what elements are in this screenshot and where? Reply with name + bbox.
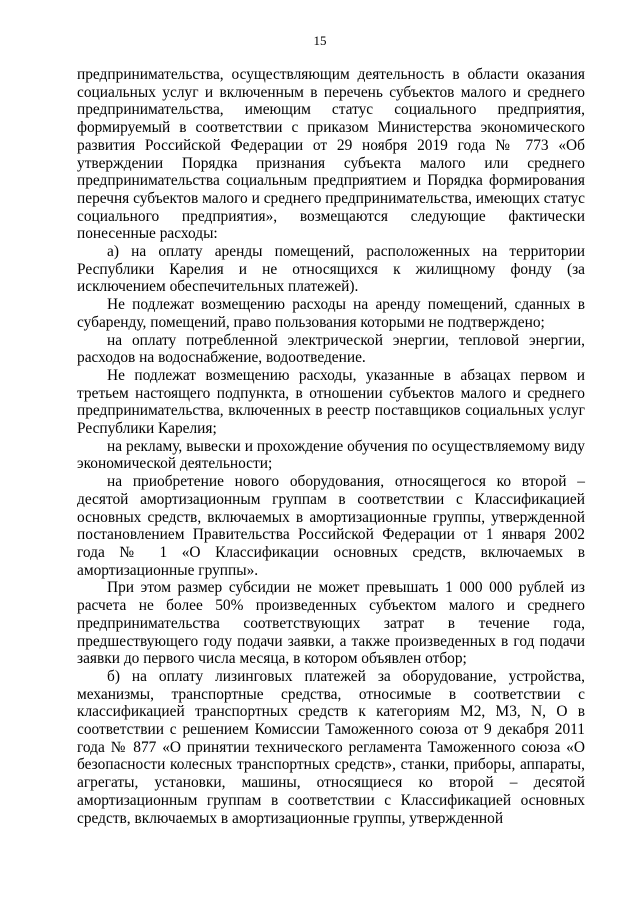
page-number: 15 xyxy=(313,33,327,48)
paragraph: на приобретение нового оборудования, относящегося ко второй – десятой амортизационным группам в соответствии с Классификацией основных средств, включаемых в амортизационные группы, утвержденной постановлением Правительства Российской Федерации от 1 января 2002 года № 1 «О Классификации основных средств, включаемых в амортизационные группы». xyxy=(77,473,585,579)
paragraph: Не подлежат возмещению расходы, указанные в абзацах первом и третьем настоящего подпункта, в отношении субъектов малого и среднего предпринимательства, включенных в реестр поставщиков социальных услуг Республики Карелия; xyxy=(77,366,585,438)
paragraph: Не подлежат возмещению расходы на аренду помещений, сданных в субаренду, помещений, право пользования которыми не подтверждено; xyxy=(77,296,585,331)
paragraph: а) на оплату аренды помещений, расположенных на территории Республики Карелия и не относящихся к жилищному фонду (за исключением обеспечительных платежей). xyxy=(77,243,585,296)
paragraph: на рекламу, вывески и прохождение обучения по осуществляемому виду экономической деятельности; xyxy=(77,437,585,473)
paragraph: При этом размер субсидии не может превышать 1 000 000 рублей из расчета не более 50% произведенных субъектом малого и среднего предпринимательства соответствующих затрат в течение года, предшествующего году подачи заявки, а также произведенных в год подачи заявки до первого числа месяца, в котором объявлен отбор; xyxy=(77,579,585,668)
paragraph: предпринимательства, осуществляющим деятельность в области оказания социальных услуг и включенным в перечень субъектов малого и среднего предпринимательства, имеющим статус социального предприятия, формируемый в соответствии с приказом Министерства экономического развития Российской Федерации от 29 ноября 2019 года № 773 «Об утверждении Порядка признания субъекта малого или среднего предпринимательства социальным предприятием и Порядка формирования перечня субъектов малого и среднего предпринимательства, имеющих статус социального предприятия», возмещаются следующие фактически понесенные расходы: xyxy=(77,66,585,243)
paragraph: на оплату потребленной электрической энергии, тепловой энергии, расходов на водоснабжение, водоотведение. xyxy=(77,331,585,367)
document-body xyxy=(77,66,585,827)
paragraph: б) на оплату лизинговых платежей за оборудование, устройства, механизмы, транспортные средства, относимые в соответствии с классификацией транспортных средств к категориям M2, M3, N, O в соответствии с решением Комиссии Таможенного союза от 9 декабря 2011 года № 877 «О принятии технического регламента Таможенного союза «О безопасности колесных транспортных средств», станки, приборы, аппараты, агрегаты, установки, машины, относящиеся ко второй – десятой амортизационным группам в соответствии с Классификацией основных средств, включаемых в амортизационные группы, утвержденной xyxy=(77,667,585,827)
